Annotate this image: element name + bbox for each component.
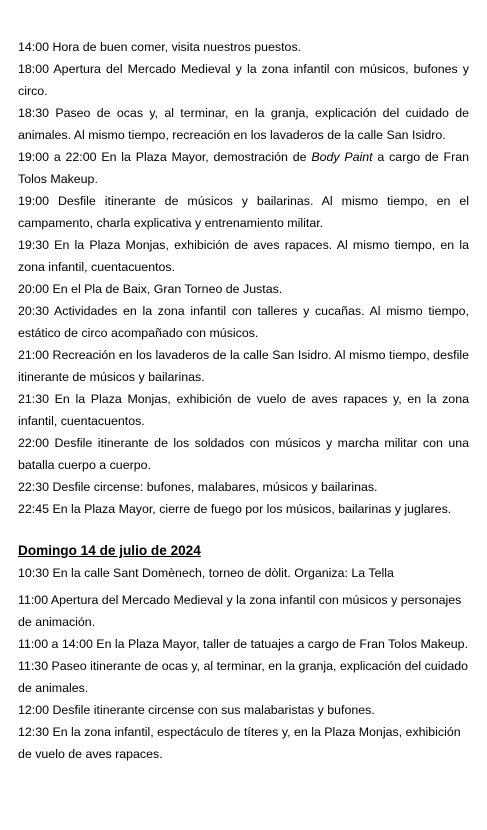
schedule-item-sun-1100-1400: 11:00 a 14:00 En la Plaza Mayor, taller de tatuajes a cargo de Fran Tolos Makeup. bbox=[18, 637, 469, 651]
schedule-item-2245: 22:45 En la Plaza Mayor, cierre de fuego por los músicos, bailarinas y juglares. bbox=[18, 502, 452, 516]
schedule-item-text-tail: a cargo de Fran Tolos Makeup. bbox=[18, 150, 469, 186]
schedule-item-text: 19:00 a 22:00 En la Plaza Mayor, demostración de bbox=[18, 150, 312, 164]
schedule-item-2100: 21:00 Recreación en los lavaderos de la calle San Isidro. Al mismo tiempo, desfile itinerante de músicos y bailarinas. bbox=[18, 348, 469, 384]
schedule-item-1900-2200 bbox=[18, 146, 469, 190]
schedule-item-1400: 14:00 Hora de buen comer, visita nuestros puestos. bbox=[18, 40, 302, 54]
body-paint-emphasis: Body Paint bbox=[311, 150, 373, 164]
schedule-item-sun-1200: 12:00 Desfile itinerante circense con sus malabaristas y bufones. bbox=[18, 703, 375, 717]
schedule-item-sun-1130: 11:30 Paseo itinerante de ocas y, al terminar, en la granja, explicación del cuidado de animales. bbox=[18, 659, 469, 695]
section-spacer bbox=[18, 520, 469, 540]
schedule-item-1830: 18:30 Paseo de ocas y, al terminar, en la granja, explicación del cuidado de animales. Al mismo tiempo, recreación en los lavaderos de la calle San Isidro. bbox=[18, 106, 469, 142]
schedule-item-2000: 20:00 En el Pla de Baix, Gran Torneo de Justas. bbox=[18, 282, 283, 296]
schedule-item-2200: 22:00 Desfile itinerante de los soldados con músicos y marcha militar con una batalla cuerpo a cuerpo. bbox=[18, 436, 469, 472]
schedule-item-sun-1230: 12:30 En la zona infantil, espectáculo de títeres y, en la Plaza Monjas, exhibición de vuelo de aves rapaces. bbox=[18, 725, 461, 761]
schedule-item-2030: 20:30 Actividades en la zona infantil con talleres y cucañas. Al mismo tiempo, estático de circo acompañado con músicos. bbox=[18, 304, 469, 340]
schedule-item-2230: 22:30 Desfile circense: bufones, malabares, músicos y bailarinas. bbox=[18, 480, 378, 494]
schedule-item-1900: 19:00 Desfile itinerante de músicos y bailarinas. Al mismo tiempo, en el campamento, charla explicativa y entrenamiento militar. bbox=[18, 194, 469, 230]
schedule-item-sun-1100: 11:00 Apertura del Mercado Medieval y la zona infantil con músicos y personajes de animación. bbox=[18, 593, 462, 629]
schedule-item-1930: 19:30 En la Plaza Monjas, exhibición de aves rapaces. Al mismo tiempo, en la zona infantil, cuentacuentos. bbox=[18, 238, 469, 274]
section-heading-sunday: Domingo 14 de julio de 2024 bbox=[18, 543, 201, 558]
schedule-item-2130: 21:30 En la Plaza Monjas, exhibición de vuelo de aves rapaces y, en la zona infantil, cuentacuentos. bbox=[18, 392, 469, 428]
document-page bbox=[18, 36, 469, 765]
schedule-item-1800: 18:00 Apertura del Mercado Medieval y la zona infantil con músicos, bufones y circo. bbox=[18, 62, 469, 98]
schedule-item-sun-1030: 10:30 En la calle Sant Domènech, torneo de dòlit. Organiza: La Tella bbox=[18, 566, 394, 580]
